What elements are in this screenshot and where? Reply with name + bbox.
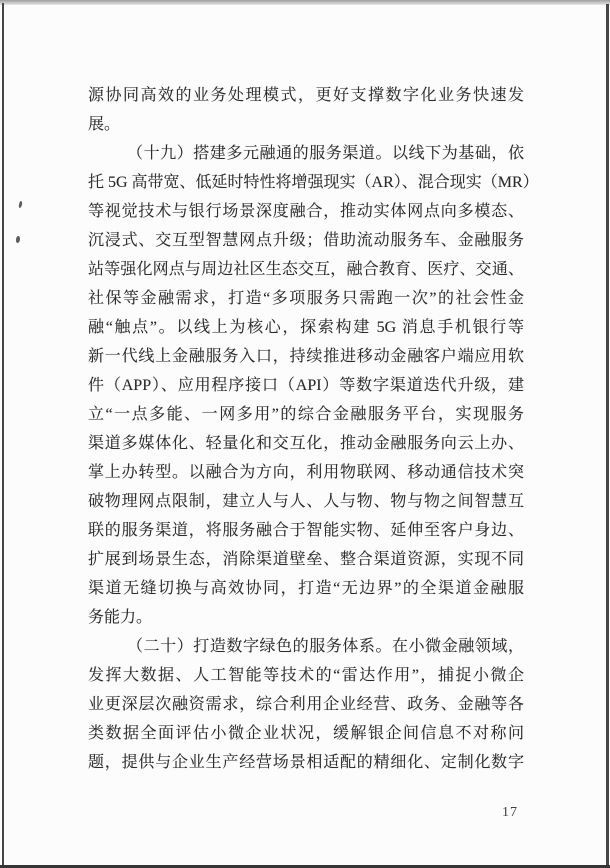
text-line: 沉浸式、交互型智慧网点升级；借助流动服务车、金融服务 bbox=[88, 232, 524, 249]
text-line: 站等强化网点与周边社区生态交互，融合教育、医疗、交通、 bbox=[88, 261, 524, 278]
text-line: 务能力。 bbox=[88, 609, 153, 626]
text-line: （二十）打造数字绿色的服务体系。在小微金融领域， bbox=[127, 638, 524, 655]
text-line: 发挥大数据、人工智能等技术的“雷达作用”，捕捉小微企 bbox=[88, 667, 524, 684]
document-body-text bbox=[88, 81, 539, 777]
scan-speck bbox=[18, 201, 23, 209]
text-line: 掌上办转型。以融合为方向，利用物联网、移动通信技术突 bbox=[88, 464, 524, 481]
text-line: 社保等金融需求，打造“多项服务只需跑一次”的社会性金 bbox=[88, 290, 524, 307]
text-line: 等视觉技术与银行场景深度融合，推动实体网点向多模态、 bbox=[88, 203, 524, 220]
text-line: 类数据全面评估小微企业状况，缓解银企间信息不对称问 bbox=[88, 725, 524, 742]
text-line: 件（APP）、应用程序接口（API）等数字渠道迭代升级，建 bbox=[88, 377, 524, 394]
text-line: 融“触点”。以线上为核心，探索构建 5G 消息手机银行等 bbox=[88, 319, 524, 336]
text-line: 业更深层次融资需求，综合利用企业经营、政务、金融等各 bbox=[88, 696, 524, 713]
text-line: 破物理网点限制，建立人与人、人与物、物与物之间智慧互 bbox=[88, 493, 524, 510]
text-line: 展。 bbox=[88, 116, 121, 133]
scan-edge-top bbox=[0, 0, 610, 5]
scan-edge-right bbox=[606, 4, 609, 868]
text-line: 立“一点多能、一网多用”的综合金融服务平台，实现服务 bbox=[88, 406, 524, 423]
text-line: 题，提供与企业生产经营场景相适配的精细化、定制化数字 bbox=[88, 754, 524, 771]
text-line: 源协同高效的业务处理模式，更好支撑数字化业务快速发 bbox=[88, 87, 524, 104]
text-line: 新一代线上金融服务入口，持续推进移动金融客户端应用软 bbox=[88, 348, 524, 365]
scan-speck bbox=[15, 236, 20, 244]
text-line: 扩展到场景生态，消除渠道壁垒、整合渠道资源，实现不同 bbox=[88, 551, 524, 568]
text-line: 渠道多媒体化、轻量化和交互化，推动金融服务向云上办、 bbox=[88, 435, 524, 452]
text-line: （十九）搭建多元融通的服务渠道。以线下为基础，依 bbox=[127, 145, 524, 162]
text-line: 渠道无缝切换与高效协同，打造“无边界”的全渠道金融服 bbox=[88, 580, 524, 597]
scan-edge-left bbox=[2, 3, 4, 868]
text-line: 托 5G 高带宽、低延时特性将增强现实（AR）、混合现实（MR） bbox=[88, 174, 539, 191]
page-number: 17 bbox=[502, 805, 518, 820]
text-line: 联的服务渠道，将服务融合于智能实物、延伸至客户身边、 bbox=[88, 522, 524, 539]
